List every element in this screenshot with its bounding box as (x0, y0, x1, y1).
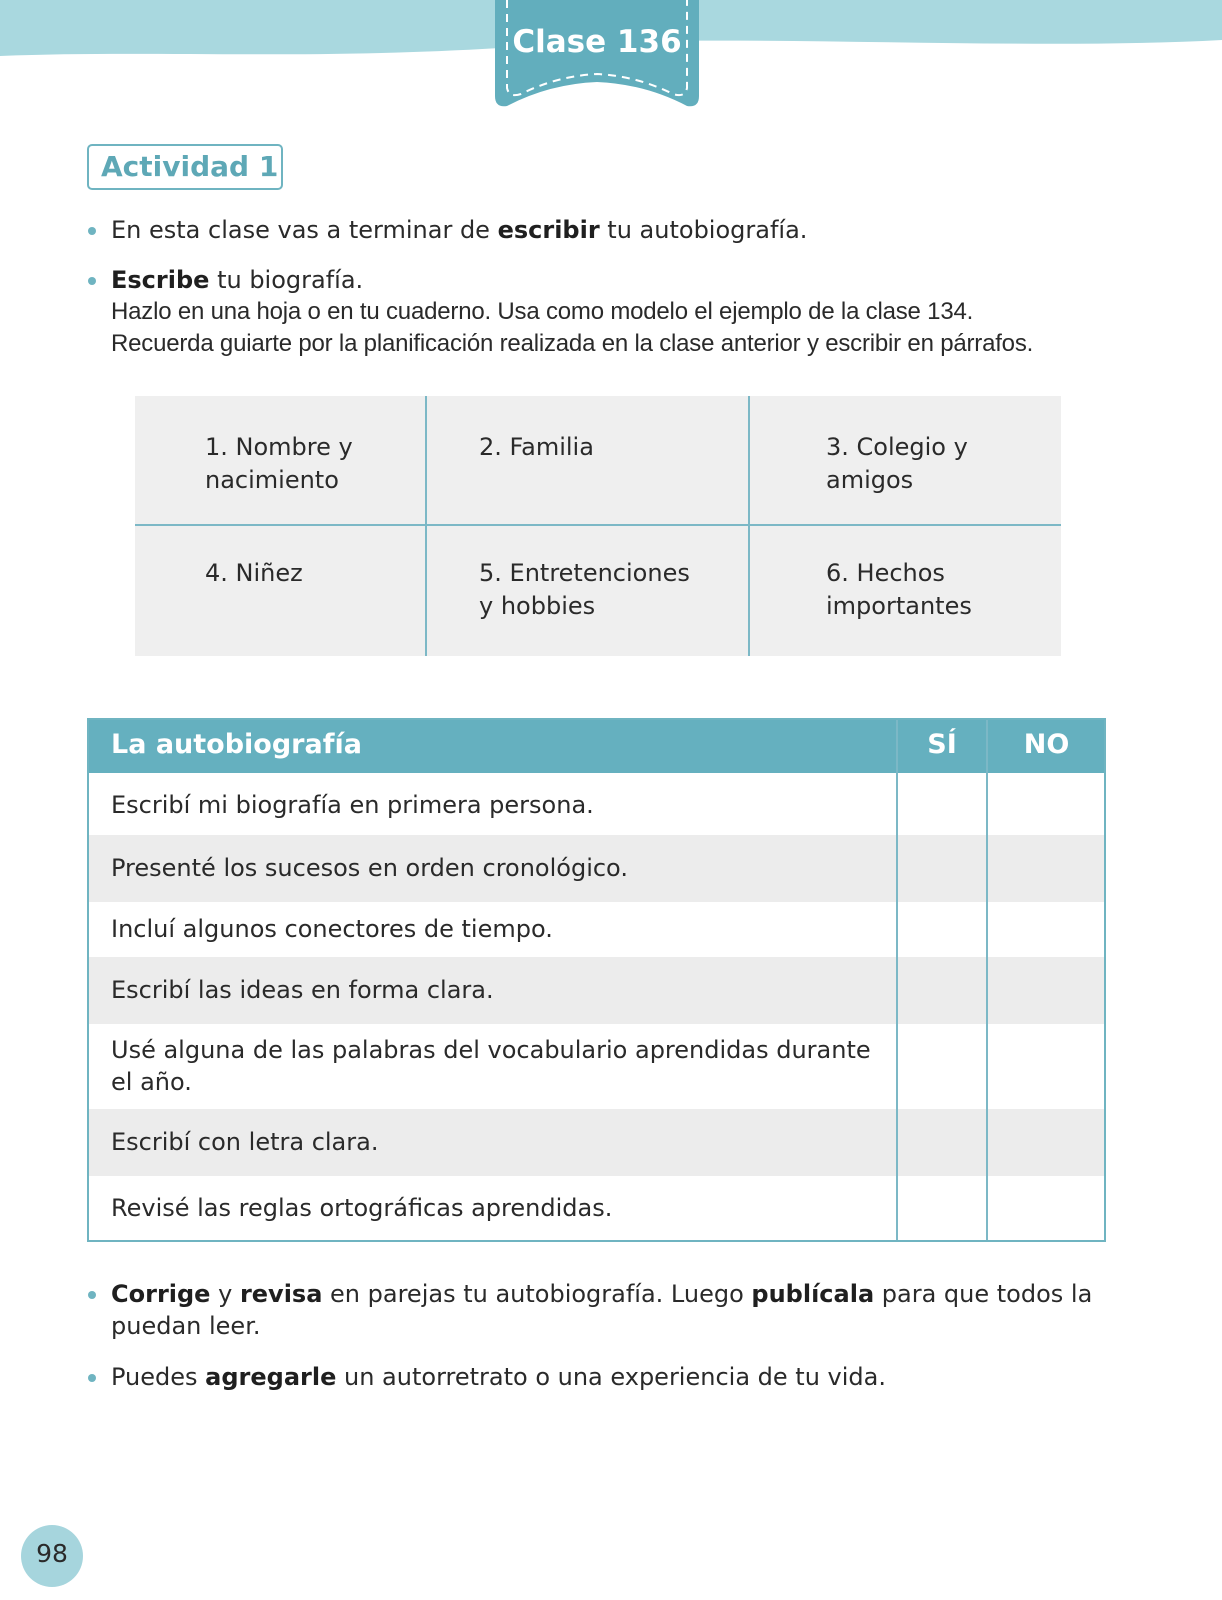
bullet-dot-icon (88, 1374, 96, 1382)
bullet-text: y (210, 1280, 240, 1308)
bullet-text: en parejas tu autobiografía. Luego (322, 1280, 752, 1308)
grid-cell-line: amigos (826, 466, 914, 494)
bullet-text: tu biografía. (209, 266, 364, 294)
page-number: 98 (36, 1539, 68, 1568)
answer-column-si[interactable] (898, 773, 986, 1240)
grid-cell (205, 431, 353, 497)
bullet-dot-icon (88, 1291, 96, 1299)
bullet-text: un autorretrato o una experiencia de tu vida. (336, 1363, 886, 1391)
row-text: Usé alguna de las palabras del vocabulario aprendidas durante el año. (111, 1036, 871, 1096)
grid-cell-line: y hobbies (479, 592, 596, 620)
table-header (89, 720, 1104, 773)
bullet-text: para que todos la (874, 1280, 1093, 1308)
grid-divider (135, 524, 1061, 526)
intro-bullet-2 (88, 264, 1148, 360)
column-divider (986, 720, 988, 1240)
row-text: Escribí las ideas en forma clara. (111, 976, 494, 1004)
bullet-bold: publícala (751, 1280, 875, 1308)
bullet-dot-icon (88, 277, 96, 285)
bullet-bold: escribir (497, 216, 600, 244)
column-header-no: NO (1023, 729, 1070, 760)
bullet-bold: revisa (239, 1280, 323, 1308)
clase-tab (495, 0, 699, 110)
grid-cell-line: 5. Entretenciones (479, 559, 690, 587)
bullet-text: Puedes (111, 1363, 206, 1391)
page-number-badge (21, 1525, 83, 1587)
bullet-line: puedan leer. (111, 1312, 261, 1340)
column-header-si: SÍ (927, 729, 957, 760)
grid-cell-line: 3. Colegio y (826, 433, 968, 461)
activity-label-box (87, 144, 283, 190)
grid-divider (425, 396, 427, 656)
bullet-text: En esta clase vas a terminar de (111, 216, 498, 244)
grid-cell (479, 431, 594, 464)
answer-column-no[interactable] (988, 773, 1104, 1240)
grid-cell-line: 4. Niñez (205, 559, 303, 587)
column-divider (896, 720, 898, 1240)
grid-cell-line: nacimiento (205, 466, 339, 494)
grid-cell-line: 2. Familia (479, 433, 594, 461)
grid-divider (748, 396, 750, 656)
closing-bullet-2 (88, 1361, 1148, 1393)
activity-label: Actividad 1 (101, 150, 279, 183)
intro-bullet-1 (88, 214, 1148, 246)
bullet-text: tu autobiografía. (599, 216, 808, 244)
grid-cell-line: 1. Nombre y (205, 433, 353, 461)
table-title: La autobiografía (111, 729, 362, 760)
row-text: Incluí algunos conectores de tiempo. (111, 915, 553, 943)
closing-bullet-1 (88, 1278, 1148, 1342)
row-text: Revisé las reglas ortográficas aprendidas. (111, 1194, 613, 1222)
row-text: Presenté los sucesos en orden cronológico. (111, 854, 628, 882)
grid-cell (205, 557, 303, 590)
bullet-line: Hazlo en una hoja o en tu cuaderno. Usa como modelo el ejemplo de la clase 134. (111, 298, 974, 325)
grid-cell (826, 431, 968, 497)
grid-cell (826, 557, 972, 623)
grid-cell (479, 557, 690, 623)
bullet-dot-icon (88, 227, 96, 235)
grid-cell-line: 6. Hechos (826, 559, 945, 587)
bullet-bold: Corrige (111, 1280, 211, 1308)
self-assessment-table (87, 718, 1106, 1242)
row-text: Escribí mi biografía en primera persona. (111, 791, 594, 819)
row-text: Escribí con letra clara. (111, 1128, 379, 1156)
planning-grid (135, 396, 1061, 656)
bullet-bold: Escribe (111, 266, 210, 294)
clase-title: Clase 136 (512, 24, 682, 60)
bullet-bold: agregarle (205, 1363, 337, 1391)
grid-cell-line: importantes (826, 592, 972, 620)
bullet-line: Recuerda guiarte por la planificación realizada en la clase anterior y escribir en párrafos. (111, 330, 1034, 357)
